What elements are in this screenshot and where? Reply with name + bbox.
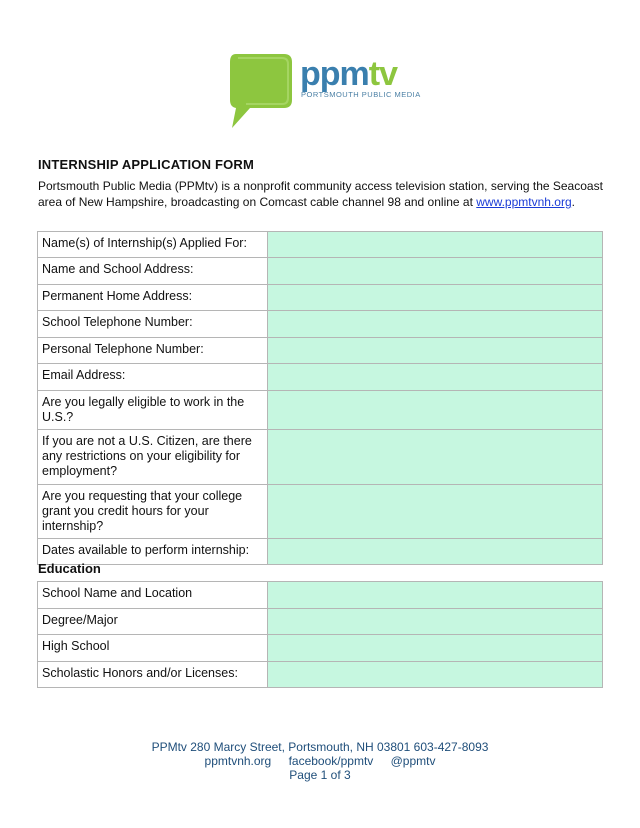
- page-footer: [0, 740, 640, 782]
- field-label: Are you legally eligible to work in the U.S.?: [38, 391, 268, 430]
- ppmtv-logo: [228, 52, 428, 132]
- form-row: [38, 635, 603, 662]
- form-row: [38, 391, 603, 430]
- form-row: [38, 539, 603, 565]
- field-label: Name and School Address:: [38, 258, 268, 285]
- education-heading: Education: [38, 561, 101, 576]
- footer-address: PPMtv 280 Marcy Street, Portsmouth, NH 03801 603-427-8093: [151, 740, 489, 754]
- field-label: Scholastic Honors and/or Licenses:: [38, 662, 268, 688]
- form-row: [38, 364, 603, 391]
- input-field[interactable]: [268, 232, 603, 258]
- input-field[interactable]: [268, 430, 603, 485]
- input-field[interactable]: [268, 609, 603, 635]
- field-label: School Telephone Number:: [38, 311, 268, 338]
- input-field[interactable]: [268, 635, 603, 662]
- form-title: INTERNSHIP APPLICATION FORM: [38, 157, 255, 172]
- education-form-table: [37, 581, 603, 688]
- form-row: [38, 311, 603, 338]
- input-field[interactable]: [268, 662, 603, 688]
- form-row: [38, 232, 603, 258]
- footer-page-number: Page 1 of 3: [289, 768, 351, 782]
- form-row: [38, 258, 603, 285]
- footer-website[interactable]: ppmtvnh.org: [204, 754, 272, 768]
- input-field[interactable]: [268, 391, 603, 430]
- input-field[interactable]: [268, 485, 603, 539]
- input-field[interactable]: [268, 539, 603, 565]
- field-label: School Name and Location: [38, 582, 268, 609]
- field-label: Personal Telephone Number:: [38, 338, 268, 364]
- input-field[interactable]: [268, 338, 603, 364]
- field-label: Dates available to perform internship:: [38, 539, 268, 565]
- intro-paragraph: Portsmouth Public Media (PPMtv) is a nonprofit community access television station, serving the Seacoast area of New Hampshire, broadcasting on Comcast cable channel 98 and online at www.ppmtvnh.org.: [38, 179, 603, 209]
- internship-form-table: [37, 231, 603, 565]
- field-label: If you are not a U.S. Citizen, are there any restrictions on your eligibility for employment?: [38, 430, 268, 485]
- form-row: [38, 285, 603, 311]
- footer-links: [0, 754, 640, 768]
- field-label: Name(s) of Internship(s) Applied For:: [38, 232, 268, 258]
- form-row: [38, 609, 603, 635]
- input-field[interactable]: [268, 258, 603, 285]
- footer-twitter[interactable]: @ppmtv: [390, 754, 436, 768]
- website-link[interactable]: www.ppmtvnh.org: [476, 195, 572, 209]
- input-field[interactable]: [268, 285, 603, 311]
- field-label: High School: [38, 635, 268, 662]
- footer-facebook[interactable]: facebook/ppmtv: [288, 754, 374, 768]
- form-row: [38, 485, 603, 539]
- logo-subtitle: PORTSMOUTH PUBLIC MEDIA: [301, 90, 421, 99]
- input-field[interactable]: [268, 311, 603, 338]
- logo-wordmark: ppmtv: [300, 55, 398, 93]
- form-row: [38, 582, 603, 609]
- field-label: Are you requesting that your college grant you credit hours for your internship?: [38, 485, 268, 539]
- form-row: [38, 338, 603, 364]
- input-field[interactable]: [268, 582, 603, 609]
- form-row: [38, 662, 603, 688]
- field-label: Email Address:: [38, 364, 268, 391]
- field-label: Permanent Home Address:: [38, 285, 268, 311]
- field-label: Degree/Major: [38, 609, 268, 635]
- speech-bubble-icon: [228, 52, 294, 132]
- form-row: [38, 430, 603, 485]
- input-field[interactable]: [268, 364, 603, 391]
